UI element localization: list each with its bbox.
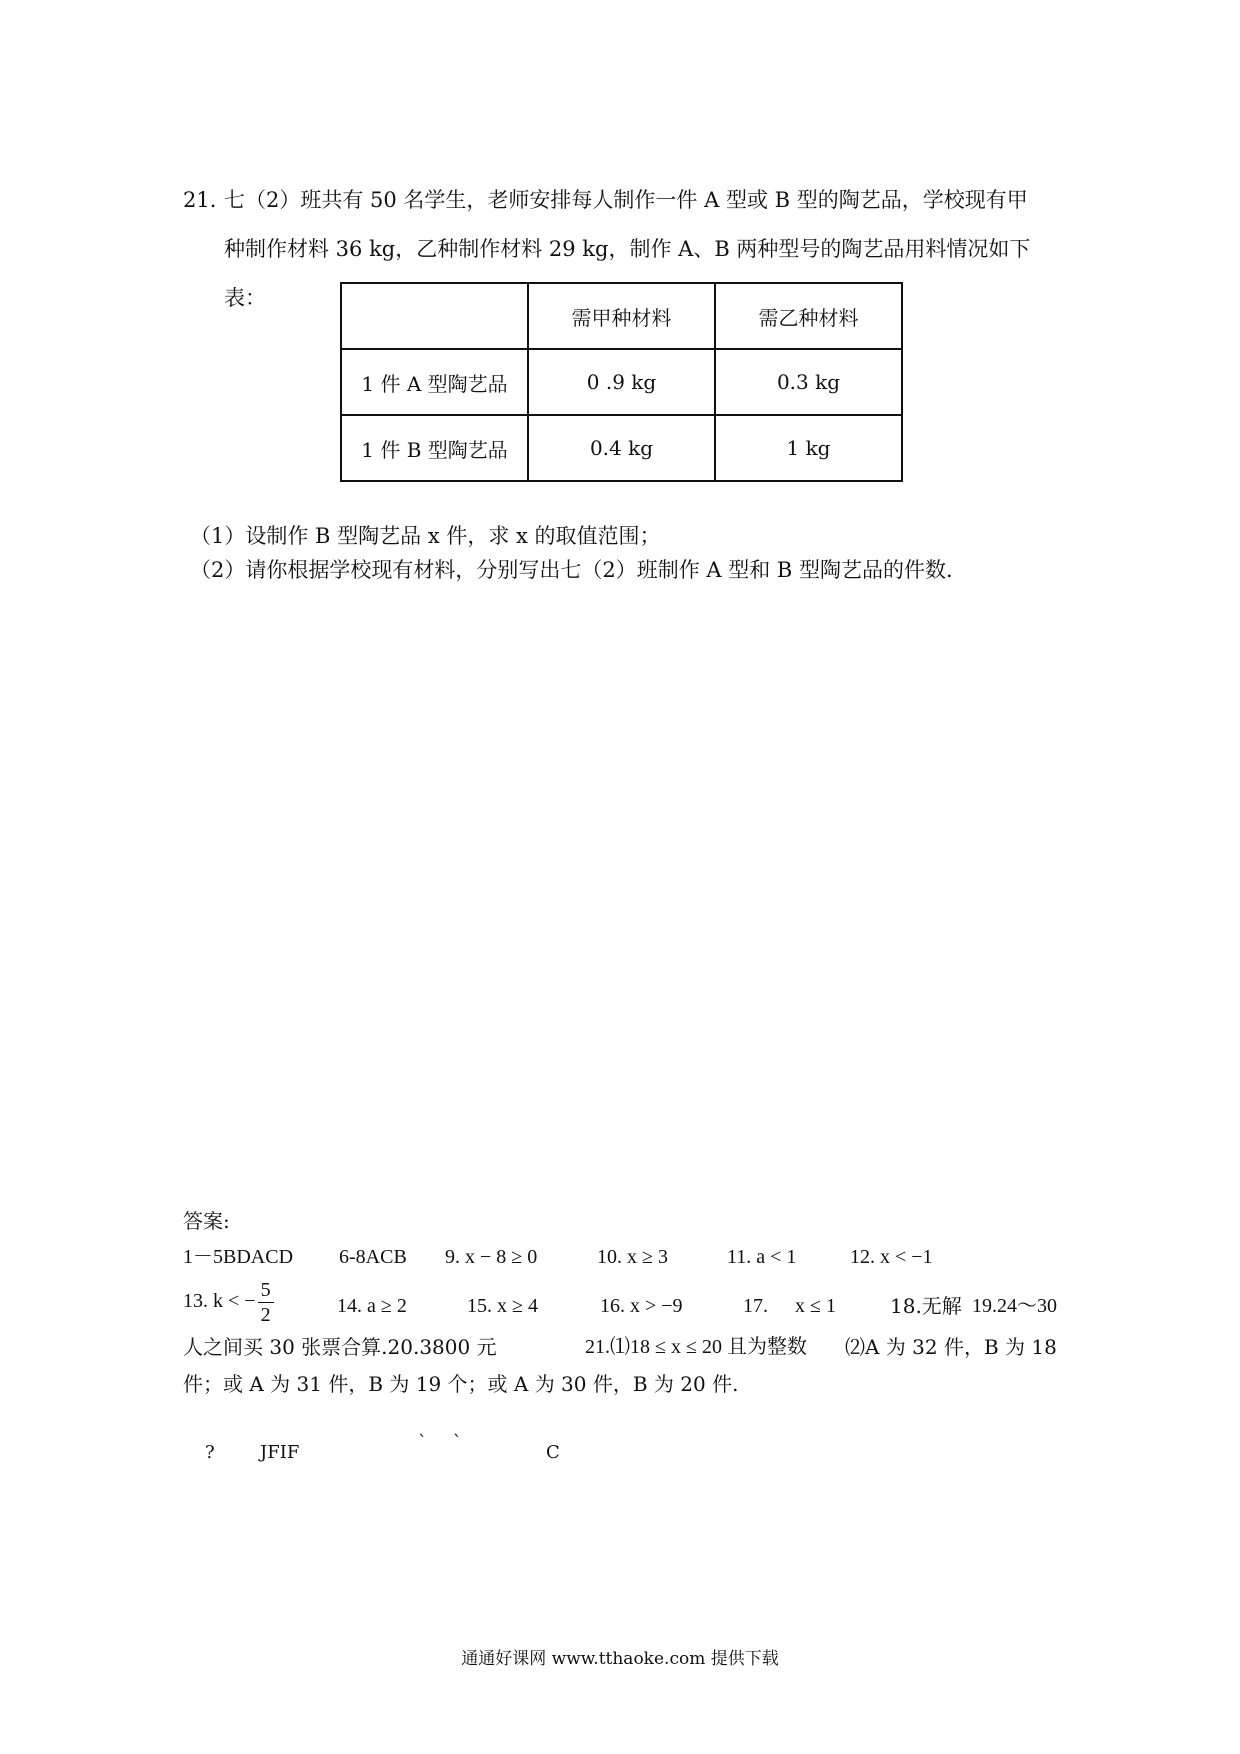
table-cell: 1 kg (715, 415, 902, 481)
table-cell: 0.4 kg (528, 415, 715, 481)
answers-heading: 答案: (183, 1209, 230, 1233)
question-line-1: 七（2）班共有 50 名学生，老师安排每人制作一件 A 型或 B 型的陶艺品，学校现有甲 (224, 188, 1028, 212)
question-number: 21. (183, 188, 217, 212)
artifact-text: C (546, 1442, 560, 1463)
answer-item: 11. a < 1 (727, 1246, 797, 1268)
answer-13-prefix: 13. k < − (183, 1290, 256, 1313)
answer-13 (183, 1278, 274, 1327)
table-row-label: 1 件 A 型陶艺品 (341, 349, 528, 415)
answer-line-4: 件；或 A 为 31 件，B 为 19 个；或 A 为 30 件，B 为 20 件. (183, 1372, 739, 1396)
table-cell: 0 .9 kg (528, 349, 715, 415)
sub-question-2: （2）请你根据学校现有材料，分别写出七（2）班制作 A 型和 B 型陶艺品的件数. (190, 558, 953, 582)
sub-question-1: （1）设制作 B 型陶艺品 x 件，求 x 的取值范围； (190, 524, 661, 548)
answer-item: x ≤ 1 (795, 1295, 836, 1317)
question-line-2: 种制作材料 36 kg，乙种制作材料 29 kg，制作 A、B 两种型号的陶艺品用料情况如下 (224, 237, 1031, 261)
fraction-denominator: 2 (260, 1304, 271, 1326)
artifact-text: ? (205, 1442, 215, 1463)
answer-item: 17. (743, 1295, 768, 1317)
answer-item: 12. x < −1 (850, 1246, 933, 1268)
fraction-numerator: 5 (258, 1278, 274, 1303)
answer-item: 6-8ACB (339, 1246, 407, 1268)
artifact-text: JFIF (260, 1442, 300, 1463)
answer-item: 1－5BDACD (183, 1246, 294, 1268)
answer-item: 10. x ≥ 3 (597, 1246, 668, 1268)
answer-line-3b: 21.⑴18 ≤ x ≤ 20 且为整数 (585, 1336, 807, 1358)
materials-table (340, 282, 903, 482)
table-cell: 0.3 kg (715, 349, 902, 415)
footer-credit: 通通好课网 www.tthaoke.com 提供下载 (461, 1649, 779, 1669)
answer-item: 18.无解 (890, 1294, 962, 1318)
table-header-cell: 需甲种材料 (528, 283, 715, 349)
table-header-cell: 需乙种材料 (715, 283, 902, 349)
question-line-3: 表： (224, 286, 266, 310)
fraction (258, 1278, 274, 1327)
answer-item: 14. a ≥ 2 (337, 1295, 407, 1317)
answer-line-3c: ⑵A 为 32 件，B 为 18 (845, 1335, 1057, 1359)
table-header-row (341, 283, 902, 349)
answer-item: 16. x > −9 (600, 1295, 683, 1317)
artifact-text: ` ` (418, 1432, 472, 1453)
answer-item: 19.24～30 (972, 1295, 1057, 1317)
table-row (341, 349, 902, 415)
answer-item: 15. x ≥ 4 (467, 1295, 538, 1317)
answer-item: 9. x − 8 ≥ 0 (445, 1246, 538, 1268)
table-row (341, 415, 902, 481)
table-row-label: 1 件 B 型陶艺品 (341, 415, 528, 481)
answer-line-3a: 人之间买 30 张票合算.20.3800 元 (183, 1335, 497, 1359)
table-header-cell-empty (341, 283, 528, 349)
